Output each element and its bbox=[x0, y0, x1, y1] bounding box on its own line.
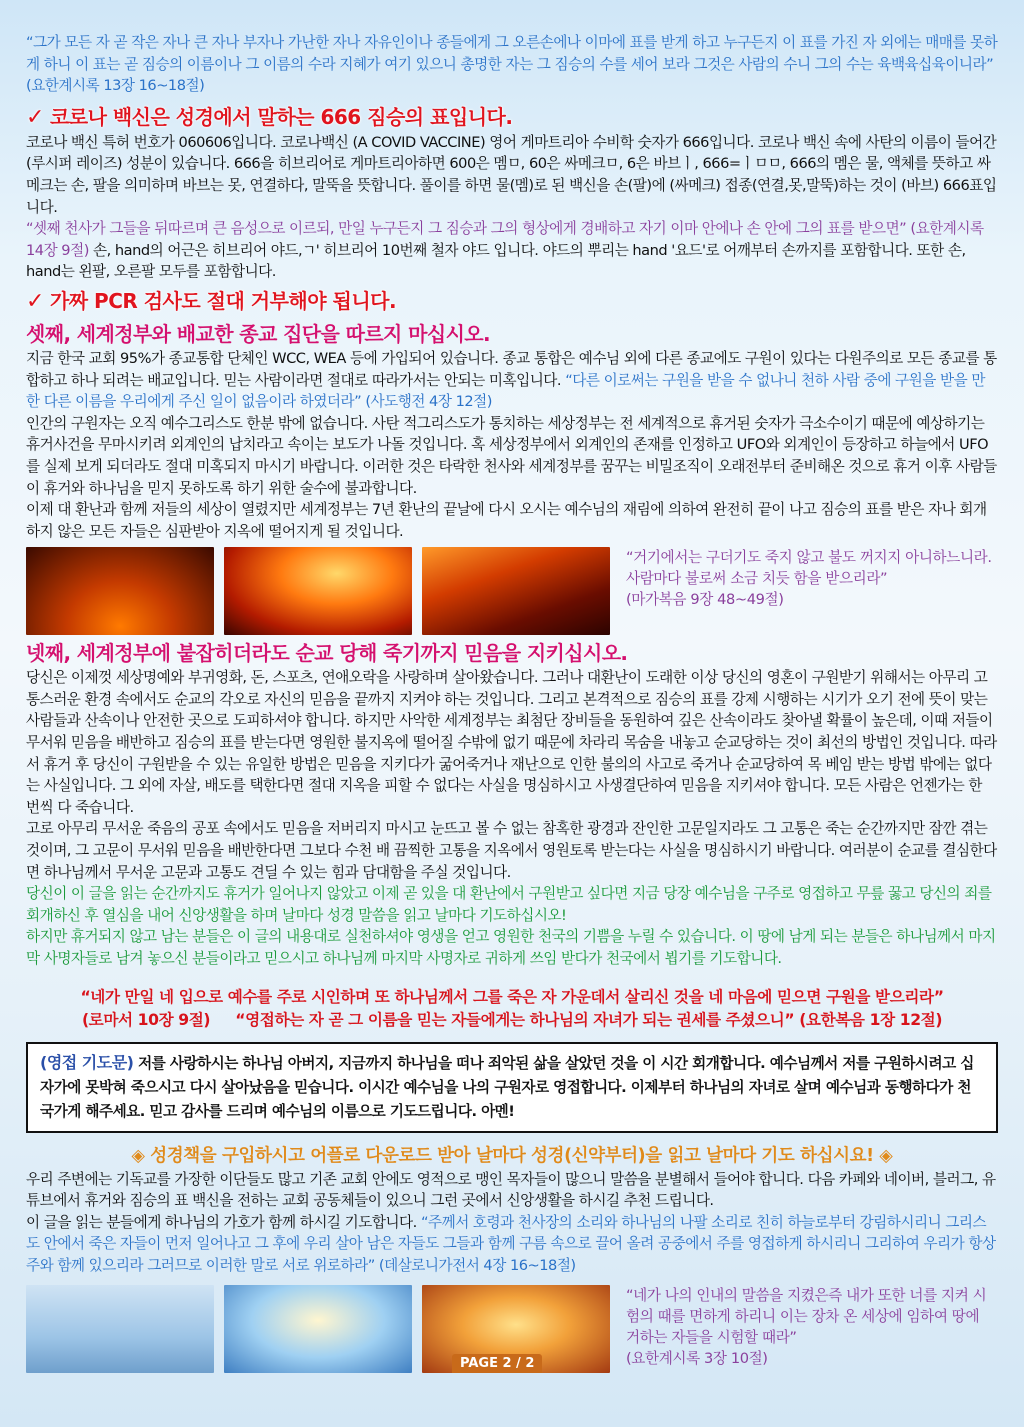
section-vaccine bbox=[26, 103, 998, 283]
checkmark-icon: ✓ bbox=[26, 104, 44, 130]
intro-verse: “그가 모든 자 곧 작은 자나 큰 자나 부자나 가난한 자나 자유인이나 종들에게 그 오른손에나 이마에 표를 받게 하고 누구든지 이 표를 가진 자 외에는 매매를 못하게 하니 이 표는 곧 짐승의 이름이나 그 이름의 수라 지혜가 여기 있으니 총명한 자는 그 짐승의 수를 세어 보라 그것은 사람의 수니 그의 수는 육백육십육이니라” (요한계시록 13장 16~18절) bbox=[26, 34, 998, 95]
section-heading: 셋째, 세계정부와 배교한 종교 집단을 따르지 마십시오. bbox=[26, 321, 491, 346]
section-heading: 넷째, 세계정부에 붙잡히더라도 순교 당해 죽기까지 믿음을 지키십시오. bbox=[26, 641, 628, 666]
prayer-text: 저를 사랑하시는 하나님 아버지, 지금까지 하나님을 떠나 죄악된 삶을 살았던 것을 이 시간 회개합니다. 예수님께서 저를 구원하시려고 십자가에 못박혀 죽으시고 다시 살아났음을 믿습니다. 이시간 예수님을 나의 구원자로 영접합니다. 이제부터 하나님의 자녀로 살며 예수님과 동행하다가 천국가게 해주세요. 믿고 감사를 드리며 예수님의 이름으로 기도드립니다. 아멘! bbox=[40, 1054, 974, 1120]
third-p1: 지금 한국 교회 95%가 종교통합 단체인 WCC, WEA 등에 가입되어 있습니다. 종교 통합은 예수님 외에 다른 종교에도 구원이 있다는 다원주의로 모든 종교를 통합하고 하나 되려는 배교입니다. 믿는 사람이라면 절대로 따라가서는 안되는 미혹입니다. bbox=[26, 349, 997, 389]
fourth-green1: 당신이 이 글을 읽는 순간까지도 휴거가 일어나지 않았고 이제 곧 있을 대 환난에서 구원받고 싶다면 지금 당장 예수님을 구주로 영접하고 무릎 꿇고 당신의 죄를 회개하신 후 열심을 내어 신앙생활을 하며 날마다 성경 말씀을 읽고 날마다 기도하십시오! bbox=[26, 885, 992, 924]
closing-p1: 우리 주변에는 기독교를 가장한 이단들도 많고 기존 교회 안에도 영적으로 맹인 목자들이 많으니 말씀을 분별해서 들어야 합니다. 다음 카페와 네이버, 블러그, 유튜브에서 휴거와 짐승의 표 백신을 전하는 교회 공동체들이 있으니 그런 곳에서 신앙생활을 하시길 추천 드립니다. bbox=[26, 1170, 996, 1210]
thessalonians-ref: (데살로니가전서 4장 16~18절) bbox=[374, 1256, 576, 1274]
bible-reminder: ◈ 성경책을 구입하시고 어플로 다운로드 받아 날마다 성경(신약부터)을 읽고 날마다 기도 하십시요! ◈ bbox=[131, 1145, 893, 1166]
thessalonians-verse: “주께서 호령과 천사장의 소리와 하나님의 나팔 소리로 친히 하늘로부터 강림하시리니 그리스도 안에서 죽은 자들이 먼저 일어나고 그 후에 우리 살아 남은 자들도 그들과 함께 구름 속으로 끌어 올려 공중에서 주를 영접하게 하시리니 그리하여 우리가 항상 주와 함께 있으리라 그러므로 이러한 말로 서로 위로하라” bbox=[26, 1213, 996, 1274]
vaccine-body: 코로나 백신 특허 번호가 060606입니다. 코로나백신 (A COVID VACCINE) 영어 게마트리아 수비학 숫자가 666입니다. 코로나 백신 속에 사탄의 이름이 들어간(루시퍼 레이즈) 성분이 있습니다. 666을 히브리어로 게마트리아하면 600은 멤ㅁ, 60은 싸메크ㅁ, 6은 바브ㅣ, 666=ㅣㅁㅁ, 666의 멤은 물, 액체를 뜻하고 싸메크는 손, 팔을 의미하며 바브는 못, 연결하다, 말뚝을 뜻합니다. 풀이를 하면 물(멤)로 된 백신을 손(팔)에 (싸메크) 접종(연결,못,말뚝)하는 것이 (바브) 666표입니다. bbox=[26, 133, 997, 216]
third-p2: 인간의 구원자는 오직 예수그리스도 한분 밖에 없습니다. 사탄 적그리스도가 통치하는 세상정부는 전 세계적으로 휴거된 숫자가 극소수이기 때문에 예상하기는 휴거사건을 무마시키려 외계인의 납치라고 속이는 보도가 나돌 것입니다. 혹 세상정부에서 외계인의 존재를 인정하고 UFO와 외계인이 등장하고 하늘에서 UFO를 실제 보게 되더라도 절대 미혹되지 마시기 바랍니다. 이러한 것은 타락한 천사와 세계정부를 꿈꾸는 비밀조직이 오래전부터 준비해온 것으로 휴거 이후 사람들이 휴거와 하나님을 믿지 못하도록 하기 위한 술수에 불과합니다. bbox=[26, 414, 997, 497]
fourth-green2: 하지만 휴거되지 않고 남는 분들은 이 글의 내용대로 실천하셔야 영생을 얻고 영원한 천국의 기쁨을 누릴 수 있습니다. 이 땅에 남게 되는 분들은 하나님께서 마지막 사명자들로 남겨 놓으신 분들이라고 믿으시고 하나님께 마지막 사명자로 귀하게 쓰임 받다가 천국에서 뵙기를 기도합니다. bbox=[26, 928, 996, 967]
tract-page bbox=[26, 32, 998, 1377]
rapture-image-sky bbox=[224, 1285, 412, 1373]
john-verse: (로마서 10장 9절) “영접하는 자 곧 그 이름을 믿는 자들에게는 하나님의 자녀가 되는 권세를 주셨으니” (요한복음 1장 12절) bbox=[81, 1010, 943, 1029]
rapture-image-row bbox=[26, 1285, 998, 1373]
section-fourth bbox=[26, 639, 998, 969]
prayer-box bbox=[26, 1042, 998, 1133]
rapture-image-throne bbox=[422, 1285, 610, 1373]
fourth-p1: 당신은 이제껏 세상명예와 부귀영화, 돈, 스포츠, 연애오락을 사랑하며 살아왔습니다. 그러나 대환난이 도래한 이상 당신의 영혼이 구원받기 위해서는 아무리 고통스러운 환경 속에서도 순교의 각오로 자신의 믿음을 끝까지 지켜야 하는 것입니다. 그리고 본격적으로 짐승의 표를 강제 시행하는 시기가 오기 전에 뜻이 맞는 사람들과 산속이나 안전한 곳으로 도피하셔야 합니다. 하지만 사악한 세계정부는 최첨단 장비들을 동원하여 깊은 산속이라도 찾아낼 확률이 높은데, 이때 저들이 무서워 믿음을 배반하고 짐승의 표를 받는다면 영원한 불지옥에 떨어질 수밖에 없기 때문에 차라리 목숨을 내놓고 순교당하는 것이 최선의 방법인 것입니다. 따라서 휴거 후 당신이 구원받을 수 있는 유일한 방법은 믿음을 지키다가 굶어죽거나 재난으로 인한 불의의 사고로 죽거나 순교당하여 목 베임 받는 방법 밖에는 없다는 사실입니다. 그 외에 자살, 배도를 택한다면 절대 지옥을 피할 수 없다는 사실을 명심하시고 사생결단하여 믿음을 지키셔야 합니다. 모든 사람은 언젠가는 한 번씩 다 죽습니다. bbox=[26, 669, 997, 816]
page-indicator: PAGE 2 / 2 bbox=[452, 1354, 542, 1373]
mark-ref: (마가복음 9장 48~49절) bbox=[626, 591, 784, 609]
acts-ref: (사도행전 4장 12절) bbox=[361, 393, 492, 411]
revelation-ref: (요한계시록 3장 10절) bbox=[626, 1349, 768, 1367]
romans-verse: “네가 만일 네 입으로 예수를 주로 시인하며 또 하나님께서 그를 죽은 자 가운데서 살리신 것을 네 마음에 믿으면 구원을 받으리라” bbox=[80, 987, 944, 1006]
hell-image-lake bbox=[422, 547, 610, 635]
checkmark-icon: ✓ bbox=[26, 288, 44, 314]
mark-verse: “거기에서는 구더기도 죽지 않고 불도 꺼지지 아니하느니라. 사람마다 불로써 소금 치듯 함을 받으리라” bbox=[626, 549, 992, 588]
section-title: 코로나 백신은 성경에서 말하는 666 짐승의 표입니다. bbox=[49, 104, 513, 129]
revelation-verse: “네가 나의 인내의 말씀을 지켰은즉 내가 또한 너를 지켜 시험의 때를 면하게 하리니 이는 장차 온 세상에 임하여 땅에 거하는 자들을 시험할 때라” bbox=[626, 1286, 987, 1346]
vaccine-verse: “셋째 천사가 그들을 뒤따르며 큰 음성으로 이르되, 만일 누구든지 그 짐승과 그의 형상에게 경배하고 자기 이마 안에나 손 안에 그의 표를 받으면” (요한계시록 14장 9절) bbox=[26, 220, 984, 259]
section-title: 가짜 PCR 검사도 절대 거부해야 됩니다. bbox=[49, 288, 397, 313]
hell-image-row bbox=[26, 547, 998, 635]
acts-verse: “다른 이로써는 구원을 받을 수 없나니 천하 사람 중에 구원을 받을 만한 다른 이름을 우리에게 주신 일이 없음이라 하였더라” bbox=[26, 371, 985, 411]
prayer-label: (영접 기도문) bbox=[40, 1052, 134, 1072]
fourth-p2: 고로 아무리 무서운 죽음의 공포 속에서도 믿음을 저버리지 마시고 눈뜨고 볼 수 없는 참혹한 광경과 잔인한 고문일지라도 그 고통은 죽는 순간까지만 잠깐 겪는 것이며, 그 고문이 무서워 믿음을 배반한다면 그보다 수천 배 끔찍한 고통을 지옥에서 영원토록 받는다는 사실을 명심하시기 바랍니다. 여러분이 순교를 결심한다면 하나님께서 무서운 고문과 고통도 견딜 수 있는 힘과 담대함을 주실 것입니다. bbox=[26, 820, 997, 881]
salvation-quote bbox=[26, 986, 998, 1032]
vaccine-tail: 손, hand의 어근은 히브리어 야드,ㄱ' 히브리어 10번째 철자 야드 입니다. 야드의 뿌리는 hand '요드'로 어깨부터 손까지를 포함합니다. 또한 손, hand는 왼팔, 오른팔 모두를 포함합니다. bbox=[26, 241, 966, 281]
rapture-image-people bbox=[26, 1285, 214, 1373]
hell-image-fire bbox=[224, 547, 412, 635]
section-third bbox=[26, 320, 998, 635]
hell-image-hands bbox=[26, 547, 214, 635]
closing-p2: 이 글을 읽는 분들에게 하나님의 가호가 함께 하시길 기도합니다. bbox=[26, 1213, 421, 1231]
third-p3: 이제 대 환난과 함께 저들의 세상이 열렸지만 세계정부는 7년 환난의 끝날에 다시 오시는 예수님의 재림에 의하여 완전히 끝이 나고 짐승의 표를 받은 자나 회개하지 않은 모든 자들은 심판받아 지옥에 떨어지게 될 것입니다. bbox=[26, 501, 987, 540]
